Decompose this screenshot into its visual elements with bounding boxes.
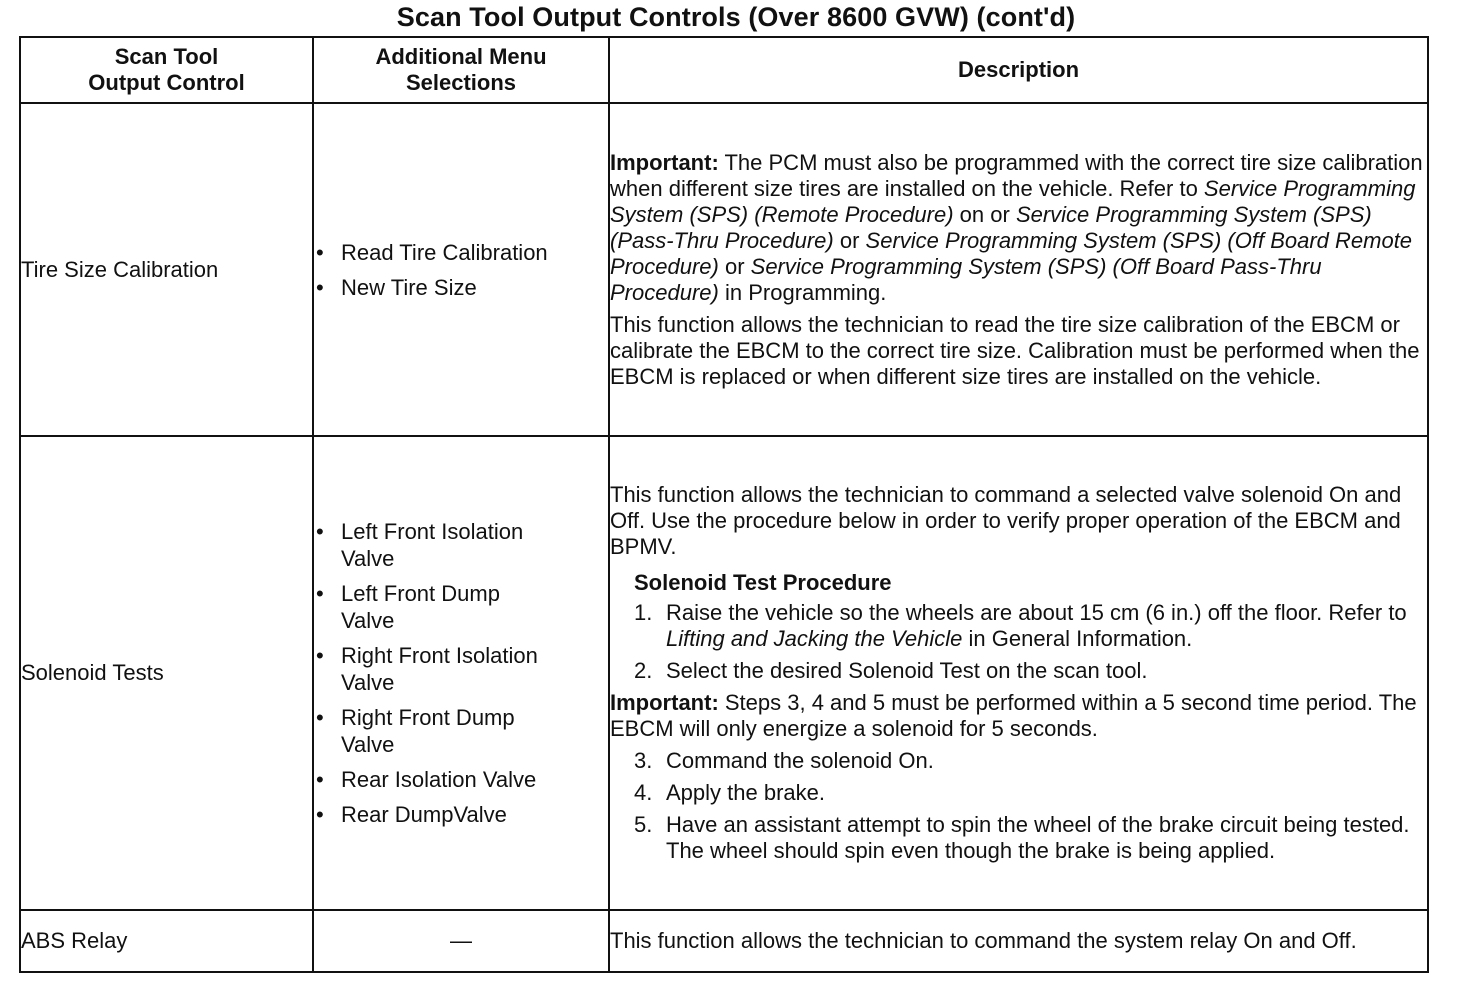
connector-text: or	[718, 253, 751, 279]
procedure-step	[634, 658, 1427, 684]
connector-text: on	[953, 201, 985, 227]
description-intro-solenoid: This function allows the technician to command a selected valve solenoid On and Off. Use the procedure below in order to verify proper operation of the EBCM and BPMV.	[610, 482, 1402, 559]
important-note-solenoid	[610, 690, 1427, 742]
page-title: Scan Tool Output Controls (Over 8600 GVW) (cont'd)	[396, 2, 1076, 32]
list-item: • Right Front Isolation Valve	[314, 642, 541, 696]
menu-abs-relay	[313, 910, 609, 972]
header-menu-selections-line2: Selections	[405, 70, 517, 95]
control-tire-size: Tire Size Calibration	[20, 103, 313, 436]
header-menu-selections-line1: Additional Menu	[375, 44, 547, 69]
description-tire-size	[609, 103, 1428, 436]
table-row-solenoid-tests	[20, 436, 1428, 910]
step-text: Have an assistant attempt to spin the wheel of the brake circuit being tested. The wheel should spin even though the brake is being applied.	[666, 812, 1410, 863]
procedure-steps-1	[634, 600, 1427, 684]
list-item: • Left Front Dump Valve	[314, 580, 541, 634]
important-text: Steps 3, 4 and 5 must be performed within a 5 second time period. The EBCM will only energize a solenoid for 5 seconds.	[610, 690, 1417, 741]
table-row-abs-relay	[20, 910, 1428, 972]
reference-sps-pass-thru: Service Programming System (SPS) (Pass-Thru Procedure)	[610, 201, 1372, 253]
list-item: • Left Front Isolation Valve	[314, 518, 541, 572]
important-text: The PCM must also be programmed with the correct tire size calibration when different size tires are installed on the vehicle. Refer to	[610, 149, 1423, 201]
menu-solenoid-tests	[313, 436, 609, 910]
description-text-tire: This function allows the technician to read the tire size calibration of the EBCM or calibrate the EBCM to the correct tire size. Calibration must be performed when the EBCM is replaced or when different size tires are installed on the vehicle.	[610, 311, 1420, 389]
control-solenoid-tests: Solenoid Tests	[20, 436, 313, 910]
important-label: Important:	[610, 690, 719, 715]
description-solenoid-tests	[609, 436, 1428, 910]
header-output-control	[20, 37, 313, 103]
menu-none-dash: —	[450, 928, 472, 953]
reference-sps-off-board-remote: Service Programming System (SPS) (Off Board Remote Procedure)	[610, 227, 1413, 279]
connector-text: or	[833, 227, 866, 253]
reference-sps-remote: Service Programming System (SPS) (Remote Procedure)	[610, 175, 1416, 227]
list-item: • Read Tire Calibration	[314, 239, 608, 266]
step-number: 5.	[634, 812, 653, 837]
step-number: 4.	[634, 780, 653, 805]
header-output-control-line1: Scan Tool	[114, 44, 219, 69]
reference-lifting-jacking: Lifting and Jacking the Vehicle	[666, 626, 963, 651]
procedure-title: Solenoid Test Procedure	[634, 570, 892, 595]
menu-tire-size	[313, 103, 609, 436]
list-item: • Rear Isolation Valve	[314, 766, 608, 793]
step-number: 3.	[634, 748, 653, 773]
header-row	[20, 37, 1428, 103]
important-label: Important:	[610, 149, 719, 175]
reference-sps-off-board-pass-thru: Service Programming System (SPS) (Off Board Pass-Thru Procedure)	[610, 253, 1322, 305]
procedure-step	[634, 748, 1427, 774]
step-text-part: in General Information.	[962, 626, 1193, 651]
reference-section: Programming.	[748, 279, 887, 305]
header-menu-selections	[313, 37, 609, 103]
step-number: 1.	[634, 600, 653, 625]
step-text-part: Raise the vehicle so the wheels are about 15 cm (6 in.) off the floor. Refer to	[666, 600, 1407, 625]
header-description: Description	[609, 37, 1428, 103]
header-output-control-line2: Output Control	[88, 70, 245, 95]
important-note-tire	[610, 150, 1427, 306]
output-controls-table	[19, 36, 1429, 973]
procedure-step	[634, 600, 1427, 652]
list-item: • Right Front Dump Valve	[314, 704, 541, 758]
procedure-step	[634, 812, 1427, 864]
step-text: Command the solenoid On.	[666, 748, 934, 773]
control-abs-relay: ABS Relay	[20, 910, 313, 972]
connector-text: in	[718, 279, 743, 305]
step-text: Select the desired Solenoid Test on the scan tool.	[666, 658, 1148, 683]
list-item: • New Tire Size	[314, 274, 608, 301]
table-row-tire-size	[20, 103, 1428, 436]
connector-text: or	[984, 201, 1016, 227]
procedure-steps-2	[634, 748, 1427, 864]
menu-list-solenoid	[314, 518, 608, 828]
list-item: • Rear DumpValve	[314, 801, 608, 828]
menu-list-tire-size	[314, 239, 608, 301]
step-number: 2.	[634, 658, 653, 683]
description-abs-relay: This function allows the technician to command the system relay On and Off.	[609, 910, 1428, 972]
procedure-step	[634, 780, 1427, 806]
step-text	[666, 600, 1427, 652]
step-text: Apply the brake.	[666, 780, 825, 805]
